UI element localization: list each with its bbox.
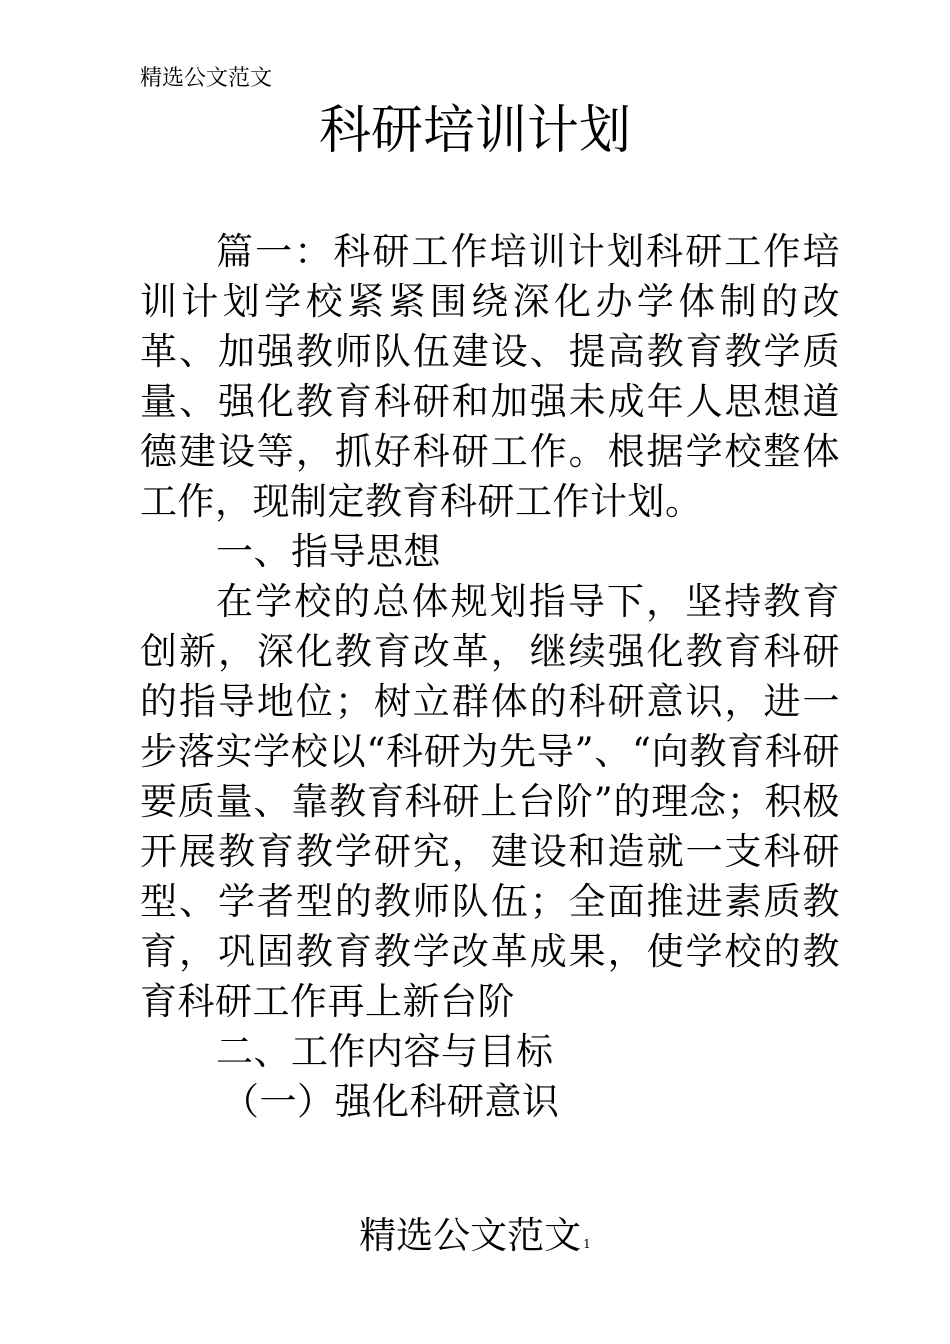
page-footer bbox=[0, 1211, 950, 1269]
footer-label: 精选公文范文 bbox=[359, 1214, 582, 1257]
subsection-heading-research-awareness: （一）强化科研意识 bbox=[222, 1080, 560, 1123]
page-number: 1 bbox=[583, 1237, 591, 1251]
paragraph-guiding-thought: 在学校的总体规划指导下，坚持教育创新，深化教育改革，继续强化教育科研的指导地位；树立群体的科研意识，进一步落实学校以“科研为先导”、“向教育科研要质量、靠教育科研上台阶”的理念；积极开展教育教学研究，建设和造就一支科研型、学者型的教师队伍；全面推进素质教育，巩固教育教学改革成果，使学校的教育科研工作再上新台阶 bbox=[140, 580, 840, 1023]
document-title: 科研培训计划 bbox=[318, 101, 631, 161]
header-label: 精选公文范文 bbox=[140, 66, 273, 91]
paragraph-intro: 篇一：科研工作培训计划科研工作培训计划学校紧紧围绕深化办学体制的改革、加强教师队伍建设、提高教育教学质量、强化教育科研和加强未成年人思想道德建设等，抓好科研工作。根据学校整体工作，现制定教育科研工作计划。 bbox=[140, 230, 840, 523]
section-heading-guiding-thought: 一、指导思想 bbox=[216, 530, 441, 573]
section-heading-work-content: 二、工作内容与目标 bbox=[216, 1030, 554, 1073]
document-body bbox=[140, 227, 840, 1127]
